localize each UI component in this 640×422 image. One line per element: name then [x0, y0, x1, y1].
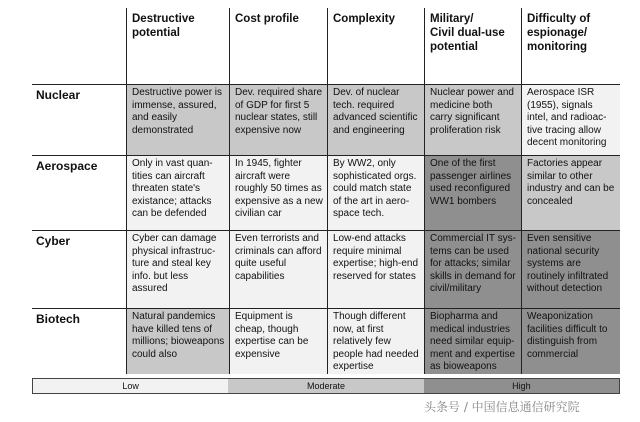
- grid-line: [32, 308, 620, 309]
- cell-cyber-espionage: Even sensitive national security systems are routinely infiltrated without detection: [522, 230, 620, 308]
- row-label-nuclear: Nuclear: [36, 88, 81, 102]
- cell-cyber-complexity: Low-end attacks require minimal expertise; high-end reserved for states: [328, 230, 425, 308]
- watermark-text: 头条号 / 中国信息通信研究院: [424, 400, 580, 414]
- legend-high: High: [424, 379, 619, 393]
- header-line: potential: [430, 41, 478, 53]
- header-line: monitoring: [527, 41, 588, 53]
- header-cost-profile: [230, 8, 328, 84]
- row-label-aerospace: Aerospace: [36, 159, 98, 173]
- header-line: espionage/: [527, 27, 588, 39]
- grid-line: [229, 8, 230, 374]
- header-line: Cost profile: [235, 13, 299, 25]
- cell-aerospace-dualuse: One of the first passenger airlines used reconfigured WW1 bombers: [425, 155, 522, 230]
- cell-aerospace-destructive: Only in vast quan-tities can aircraft threaten state's existance; attacks can be defended: [127, 155, 230, 230]
- grid-line: [327, 8, 328, 374]
- cell-nuclear-dualuse: Nuclear power and medicine both carry significant proliferation risk: [425, 84, 522, 155]
- grid-line: [424, 8, 425, 374]
- cell-aerospace-cost: In 1945, fighter aircraft were roughly 50 times as expensive as a new civilian car: [230, 155, 328, 230]
- header-espionage: [522, 8, 620, 84]
- grid-line: [32, 155, 620, 156]
- header-destructive-potential: [127, 8, 230, 84]
- cell-biotech-complexity: Though different now, at first relatively few people had needed expertise: [328, 308, 425, 374]
- cell-biotech-destructive: Natural pandemics have killed tens of millions; bioweapons could also: [127, 308, 230, 374]
- cell-nuclear-espionage: Aerospace ISR (1955), signals intel, and radioac-tive tracing allow decent monitoring: [522, 84, 620, 155]
- comparison-table: [32, 8, 620, 374]
- header-line: Complexity: [333, 13, 395, 25]
- header-complexity: [328, 8, 425, 84]
- cell-nuclear-destructive: Destructive power is immense, assured, and easily demonstrated: [127, 84, 230, 155]
- row-label-cyber: Cyber: [36, 234, 71, 248]
- header-line: potential: [132, 27, 180, 39]
- cell-biotech-dualuse: Biopharma and medical industries need similar equip-ment and expertise as bioweapons: [425, 308, 522, 374]
- grid-line: [521, 8, 522, 374]
- cell-nuclear-complexity: Dev. of nuclear tech. required advanced scientific and engineering: [328, 84, 425, 155]
- cell-cyber-destructive: Cyber can damage physical infrastruc-ture and steal key info. but less assured: [127, 230, 230, 308]
- cell-aerospace-complexity: By WW2, only sophisticated orgs. could match state of the art in aero-space tech.: [328, 155, 425, 230]
- row-label-biotech: Biotech: [36, 312, 81, 326]
- cell-nuclear-cost: Dev. required share of GDP for first 5 nuclear states, still expensive now: [230, 84, 328, 155]
- header-line: Military/: [430, 13, 474, 25]
- cell-cyber-cost: Even terrorists and criminals can afford quite useful capabilities: [230, 230, 328, 308]
- cell-aerospace-espionage: Factories appear similar to other industry and can be concealed: [522, 155, 620, 230]
- header-line: Difficulty of: [527, 13, 591, 25]
- cell-cyber-dualuse: Commercial IT sys-tems can be used for attacks; similar skills in demand for civil/military: [425, 230, 522, 308]
- cell-biotech-cost: Equipment is cheap, though expertise can be expensive: [230, 308, 328, 374]
- header-dual-use: [425, 8, 522, 84]
- cell-biotech-espionage: Weaponization facilities difficult to distinguish from commercial: [522, 308, 620, 374]
- legend-moderate: Moderate: [228, 379, 423, 393]
- header-line: Civil dual-use: [430, 27, 505, 39]
- grid-line: [32, 230, 620, 231]
- grid-line: [32, 84, 620, 85]
- header-line: Destructive: [132, 13, 195, 25]
- grid-line: [126, 8, 127, 374]
- shading-legend: [32, 378, 620, 394]
- legend-low: Low: [33, 379, 228, 393]
